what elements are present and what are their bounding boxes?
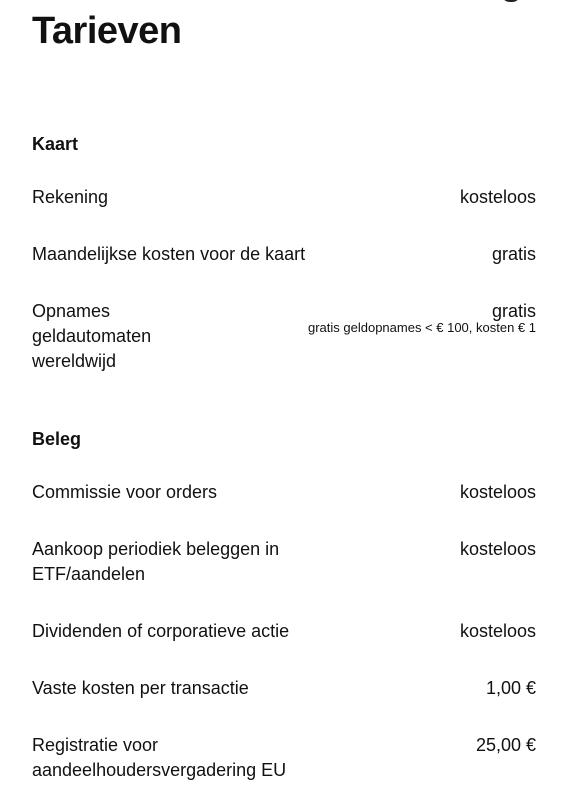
fee-value: kosteloos: [459, 539, 536, 559]
fee-value: gratis: [491, 244, 536, 264]
partial-circle-icon: [501, 0, 521, 2]
fee-label-line: geldautomaten: [32, 326, 152, 346]
fee-label-line: ETF/aandelen: [32, 564, 146, 584]
fee-label-line: wereldwijd: [32, 351, 117, 371]
fee-label: Commissie voor orders: [32, 482, 218, 502]
fee-value: 1,00 €: [485, 678, 536, 698]
fee-value: gratis: [491, 301, 536, 321]
section-title-kaart: Kaart: [32, 134, 79, 154]
fee-label: [32, 733, 286, 783]
fee-label: [32, 299, 151, 374]
fee-row-atm-withdrawals: [32, 299, 536, 377]
fee-label: [32, 537, 279, 587]
fee-label-line: Aankoop periodiek beleggen in: [32, 539, 280, 559]
fee-value: kosteloos: [459, 187, 536, 207]
fee-label-line: aandeelhoudersvergadering EU: [32, 760, 287, 780]
fee-value: kosteloos: [459, 482, 536, 502]
fee-label: Dividenden of corporatieve actie: [32, 621, 290, 641]
fee-row-shareholder-meeting-registration: [32, 733, 536, 785]
fee-label: Vaste kosten per transactie: [32, 678, 249, 698]
page-title: Tarieven: [32, 10, 182, 52]
fee-row-periodic-investing: [32, 537, 536, 589]
fee-value: 25,00 €: [475, 735, 536, 755]
fee-label: Rekening: [32, 187, 109, 207]
fee-note: gratis geldopnames < € 100, kosten € 1: [307, 320, 536, 335]
fee-value: kosteloos: [459, 621, 536, 641]
section-title-beleg: Beleg: [32, 429, 82, 449]
fee-label-line: Opnames: [32, 301, 111, 321]
fee-label-line: Registratie voor: [32, 735, 159, 755]
fee-label: Maandelijkse kosten voor de kaart: [32, 244, 306, 264]
